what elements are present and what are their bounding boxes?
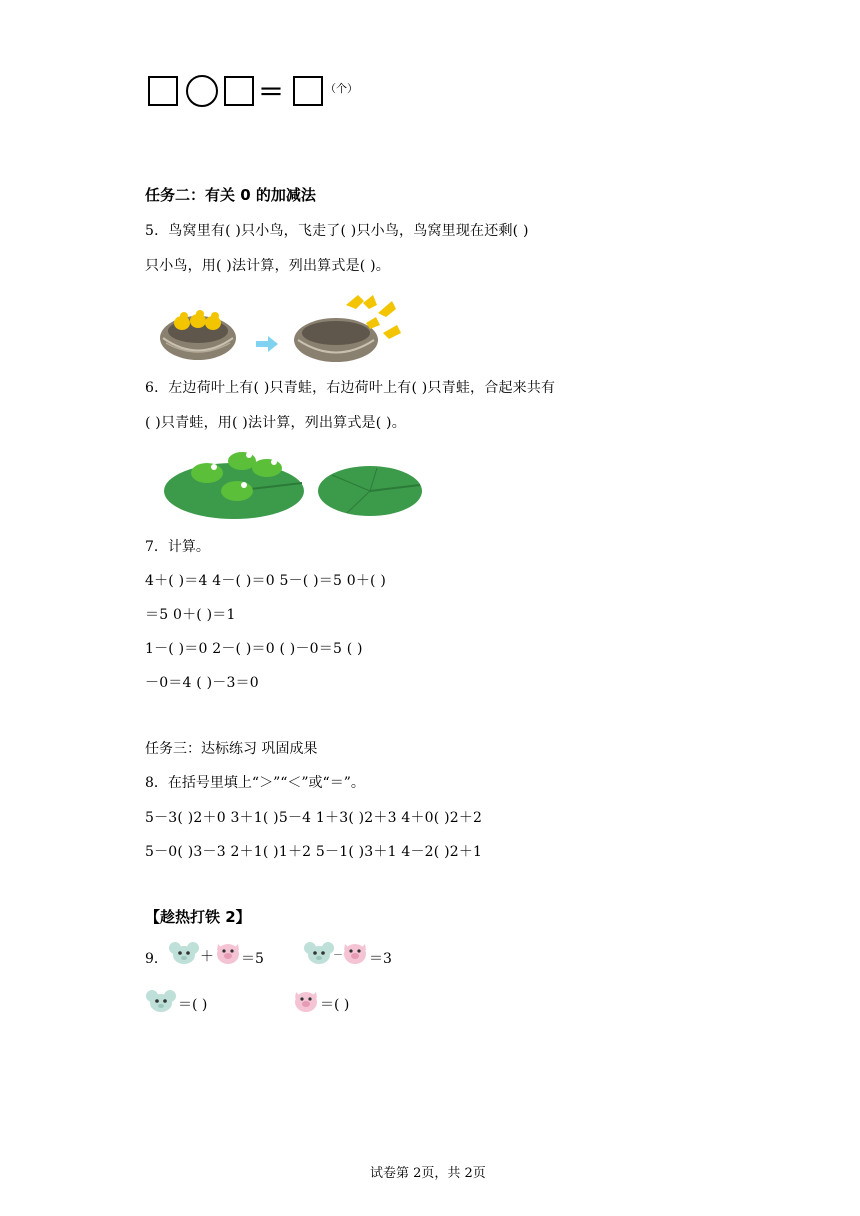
q8-title: 8．在括号里填上“＞”“＜”或“＝”。 — [145, 775, 365, 791]
frog-lilypad-illustration — [162, 443, 424, 523]
q9-answer-2: ＝( ) — [320, 997, 350, 1013]
mouse-icon — [303, 940, 335, 966]
q7-line-4: －0＝4 ( )－3＝0 — [145, 675, 259, 691]
q9-number: 9． — [145, 951, 168, 967]
q7-line-1: 4＋( )＝4 4－( )＝0 5－( )＝5 0＋( ) — [145, 573, 386, 589]
q7-title: 7．计算。 — [145, 539, 210, 555]
left-lilypad-with-frogs-icon — [164, 452, 304, 519]
minus-sign: － — [333, 950, 343, 961]
pig-icon — [292, 988, 320, 1014]
answer-box-1[interactable] — [148, 76, 178, 106]
q9-answer-1: ＝( ) — [178, 997, 208, 1013]
bird-nest-illustration — [158, 283, 418, 368]
q7-line-3: 1－( )＝0 2－( )＝0 ( )－0＝5 ( ) — [145, 641, 363, 657]
nest-with-birds-icon — [160, 310, 236, 360]
mouse-icon — [145, 988, 177, 1014]
empty-nest-icon — [294, 318, 378, 362]
q6-line1: 6．左边荷叶上有( )只青蛙，右边荷叶上有( )只青蛙，合起来共有 — [145, 380, 556, 396]
q9-eq1: ＝5 — [241, 951, 264, 967]
bonus-heading: 【趁热打铁 2】 — [145, 908, 251, 926]
q9-eq2: ＝3 — [369, 951, 392, 967]
task3-heading: 任务三：达标练习 巩固成果 — [145, 741, 318, 757]
answer-box-result[interactable] — [293, 76, 323, 106]
q5-line1: 5．鸟窝里有( )只小鸟，飞走了( )只小鸟，鸟窝里现在还剩( ) — [145, 223, 529, 239]
page-footer: 试卷第 2页，共 2页 — [370, 1166, 486, 1181]
operator-circle[interactable] — [186, 75, 218, 107]
answer-box-2[interactable] — [224, 76, 254, 106]
right-lilypad-icon — [318, 466, 422, 516]
unit-label: （个） — [325, 82, 358, 95]
q7-line-2: ＝5 0＋( )＝1 — [145, 607, 236, 623]
plus-sign: ＋ — [200, 949, 214, 965]
q6-line2: ( )只青蛙，用( )法计算，列出算式是( )。 — [145, 415, 406, 431]
task2-heading: 任务二：有关 0 的加减法 — [145, 186, 316, 204]
mouse-icon — [168, 940, 200, 966]
arrow-right-icon — [256, 336, 278, 352]
pig-icon — [214, 940, 242, 966]
pig-icon — [341, 940, 369, 966]
q8-line-2: 5－0( )3－3 2＋1( )1＋2 5－1( )3＋1 4－2( )2＋1 — [145, 844, 483, 860]
q8-line-1: 5－3( )2＋0 3＋1( )5－4 1＋3( )2＋3 4＋0( )2＋2 — [145, 810, 483, 826]
equals-sign: ＝ — [258, 78, 285, 108]
q5-line2: 只小鸟，用( )法计算，列出算式是( )。 — [145, 258, 390, 274]
